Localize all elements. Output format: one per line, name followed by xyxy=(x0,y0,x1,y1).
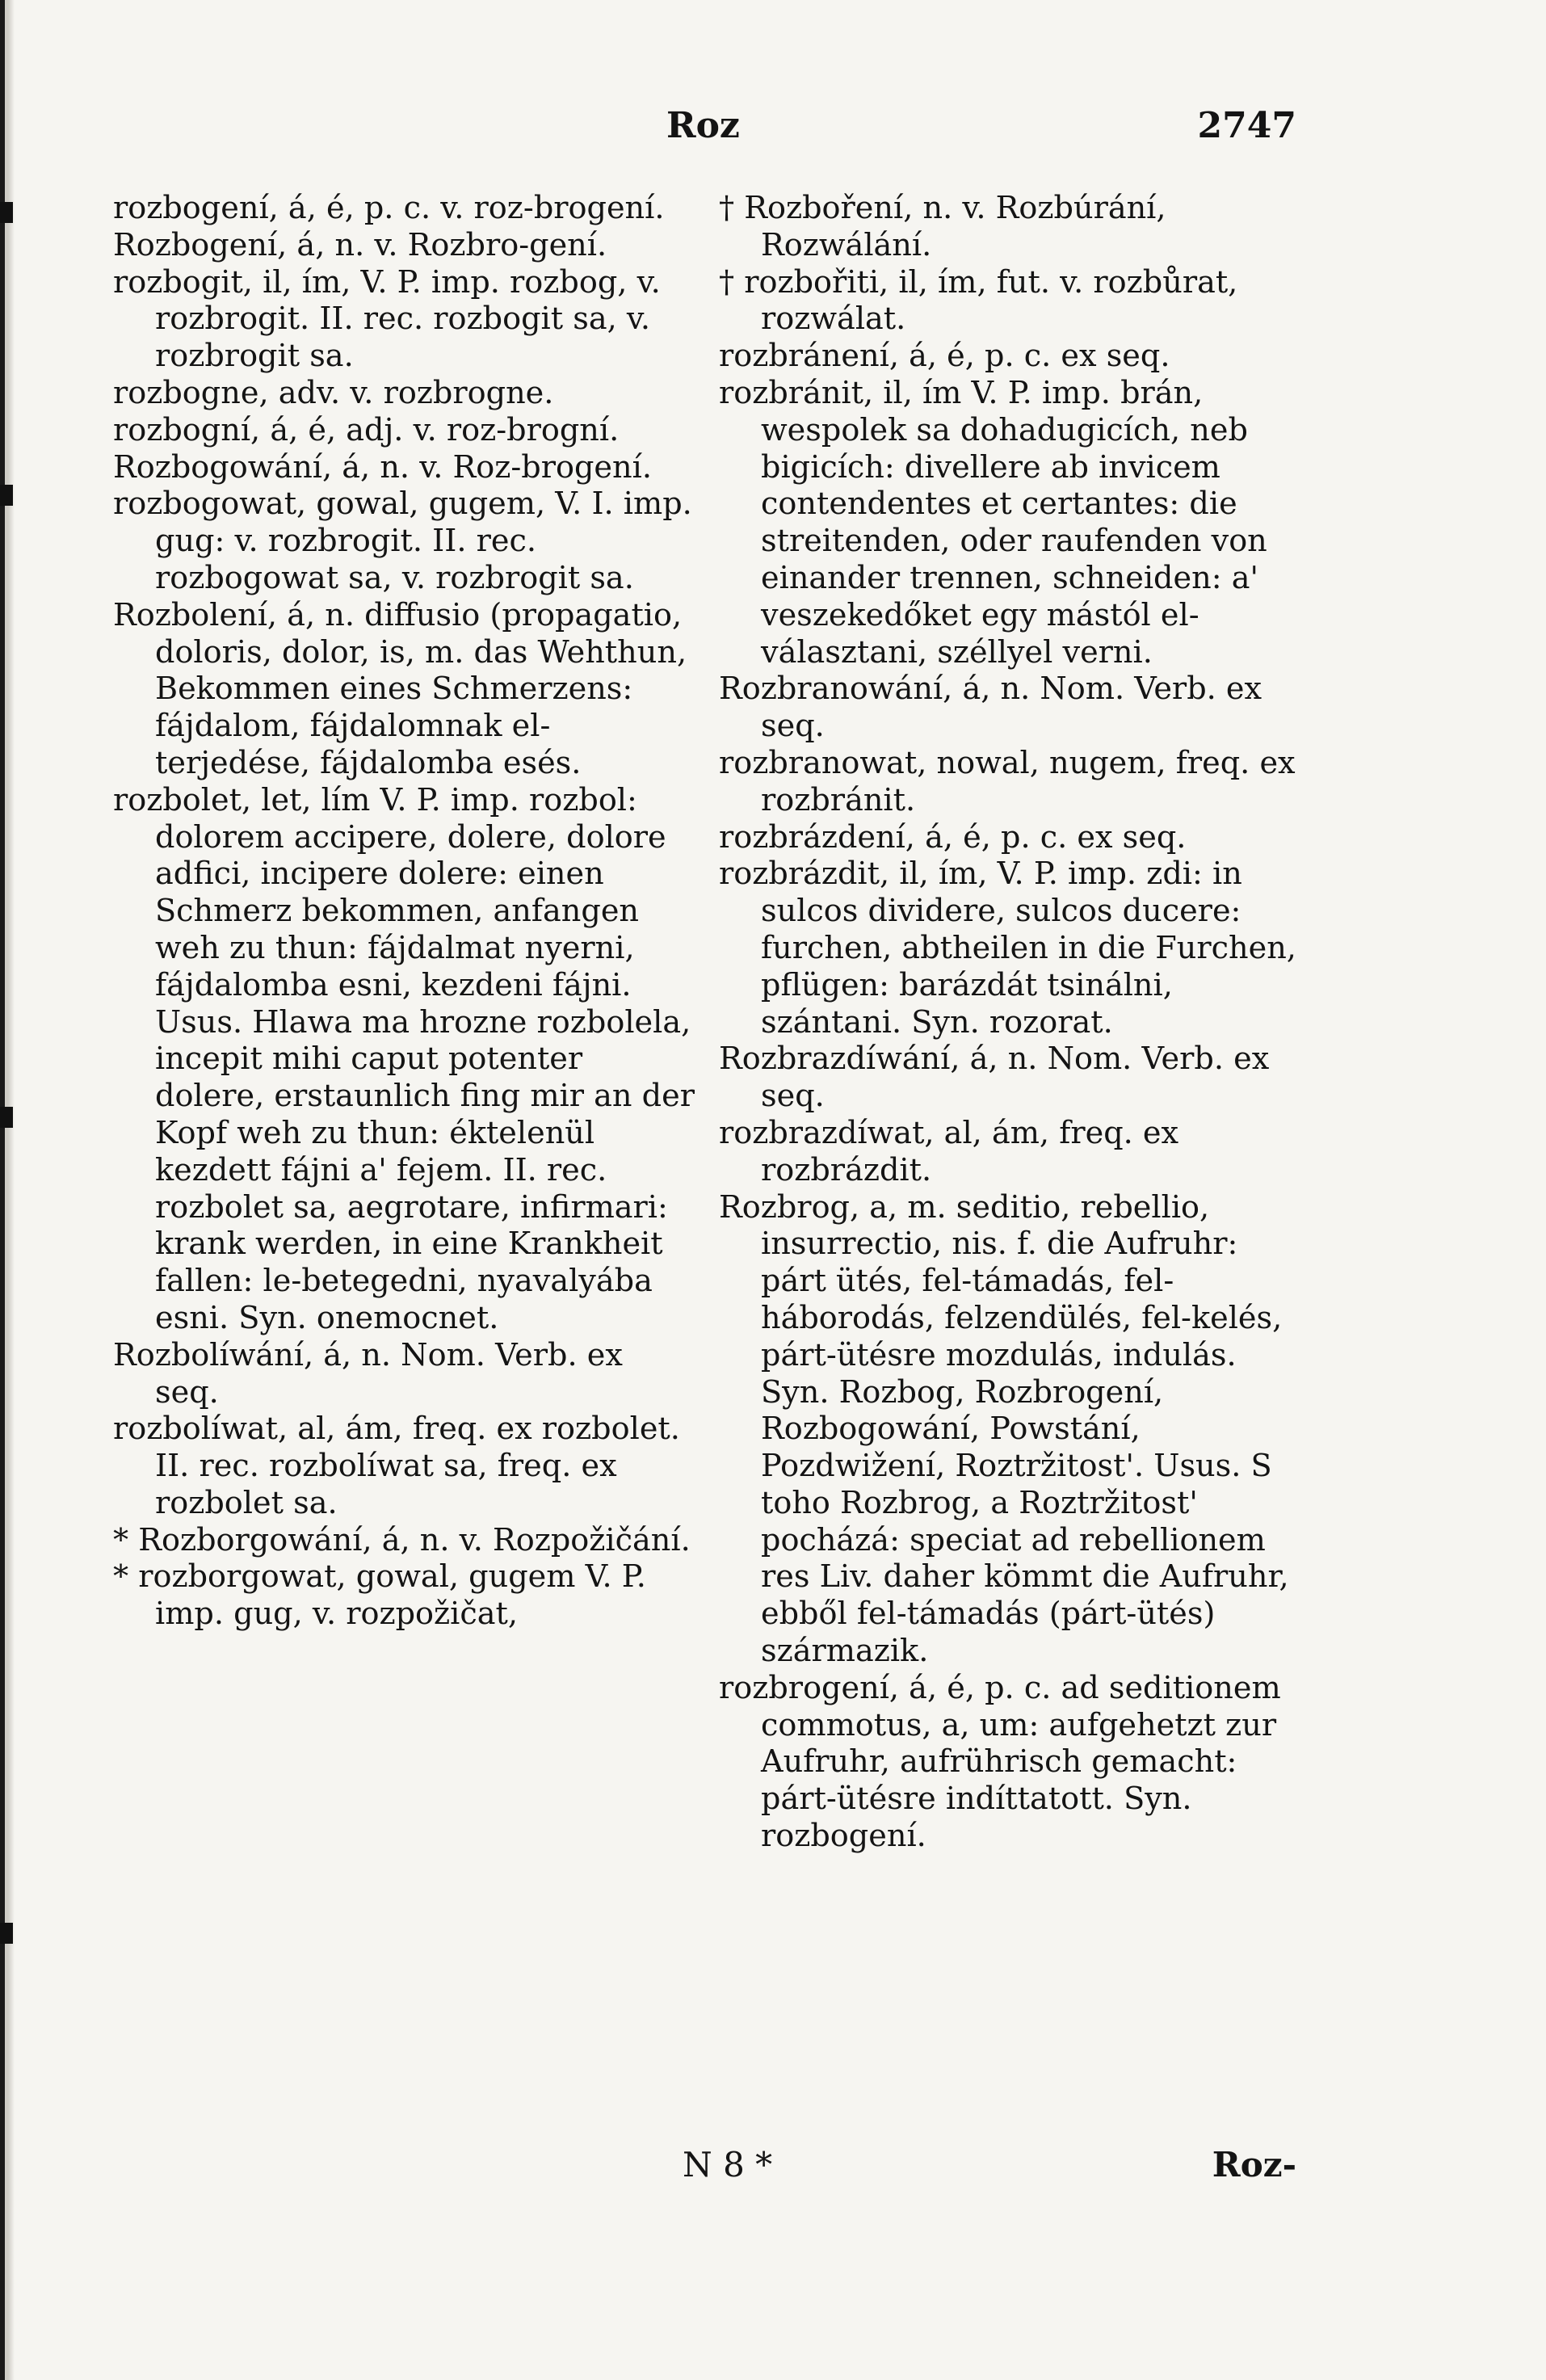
signature-mark: N 8 * xyxy=(683,2145,773,2184)
page-header xyxy=(125,105,1296,153)
dictionary-entry: rozbrázdit, il, ím, V. P. imp. zdi: in sulcos dividere, sulcos ducere: furchen, abtheilen in die Furchen, pflügen: barázdát tsinálni, szántani. Syn. rozorat. xyxy=(719,856,1296,1041)
dictionary-entry: † Rozboření, n. v. Rozbúrání, Rozwálání. xyxy=(719,191,1166,263)
dictionary-entry: * rozborgowat, gowal, gugem V. P. imp. gug, v. rozpožičat, xyxy=(113,1559,646,1633)
dictionary-entry: Rozbogowání, á, n. v. Roz-brogení. xyxy=(113,449,652,486)
catchword: Roz- xyxy=(1212,2145,1296,2184)
left-column xyxy=(113,191,695,1634)
binding-edge xyxy=(0,0,15,2380)
dictionary-entry: Rozbolení, á, n. diffusio (propagatio, doloris, dolor, is, m. das Wehthun, Bekommen eines Schmerzens: fájdalom, fájdalomnak el-terjedése, fájdalomba esés. xyxy=(113,597,687,781)
binding-mark xyxy=(0,1923,13,1944)
binding-mark xyxy=(0,202,13,223)
dictionary-entry: Rozbogení, á, n. v. Rozbro-gení. xyxy=(113,227,607,263)
dictionary-entry: † rozbořiti, il, ím, fut. v. rozbůrat, rozwálat. xyxy=(719,264,1238,338)
running-head-word: Roz xyxy=(666,105,740,146)
dictionary-entry: Rozbrazdíwání, á, n. Nom. Verb. ex seq. xyxy=(719,1041,1270,1115)
binding-mark xyxy=(0,1107,13,1128)
binding-mark xyxy=(0,485,13,506)
dictionary-entry: rozbogení, á, é, p. c. v. roz-brogení. xyxy=(113,191,665,226)
dictionary-entry: rozbránení, á, é, p. c. ex seq. xyxy=(719,338,1170,375)
page-number: 2747 xyxy=(1197,105,1296,146)
dictionary-entry: rozbranowat, nowal, nugem, freq. ex rozbránit. xyxy=(719,745,1296,818)
dictionary-entry: rozbrázdení, á, é, p. c. ex seq. xyxy=(719,819,1187,856)
dictionary-entry: * Rozborgowání, á, n. v. Rozpožičání. xyxy=(113,1522,691,1558)
dictionary-entry: rozbogit, il, ím, V. P. imp. rozbog, v. rozbrogit. II. rec. rozbogit sa, v. rozbrogit sa. xyxy=(113,264,661,375)
dictionary-entry: rozbrazdíwat, al, ám, freq. ex rozbrázdit. xyxy=(719,1115,1179,1188)
dictionary-entry: rozbogní, á, é, adj. v. roz-brogní. xyxy=(113,412,620,448)
dictionary-entry: rozbolet, let, lím V. P. imp. rozbol: dolorem accipere, dolere, dolore adfici, incipere dolere: einen Schmerz bekommen, anfangen weh zu thun: fájdalmat nyerni, fájdalomba esni, kezdeni fájni. Usus. Hlawa ma hrozne rozbolela, incepit mihi caput potenter dolere, erstaunlich fing mir an der Kopf weh zu thun: éktelenül kezdett fájni a' fejem. II. rec. rozbolet sa, aegrotare, infirmari: krank werden, in eine Krankheit fallen: le-betegedni, nyavalyába esni. Syn. onemocnet. xyxy=(113,782,695,1336)
dictionary-entry: Rozbolíwání, á, n. Nom. Verb. ex seq. xyxy=(113,1337,623,1411)
right-column xyxy=(719,191,1300,1856)
dictionary-entry: rozbogne, adv. v. rozbrogne. xyxy=(113,375,554,411)
dictionary-entry: rozbrogení, á, é, p. c. ad seditionem commotus, a, um: aufgehetzt zur Aufruhr, aufrührisch gemacht: párt-ütésre indíttatott. Syn. rozbogení. xyxy=(719,1670,1281,1855)
page-footer xyxy=(125,2145,1296,2193)
dictionary-entry: Rozbrog, a, m. seditio, rebellio, insurrectio, nis. f. die Aufruhr: párt ütés, fel-támadás, fel-háborodás, felzendülés, fel-kelés, párt-ütésre mozdulás, indulás. Syn. Rozbog, Rozbrogení, Rozbogowání, Powstání, Pozdwižení, Roztržitost'. Usus. S toho Rozbrog, a Roztržitost' pocházá: speciat ad rebellionem res Liv. daher kömmt die Aufruhr, ebből fel-támadás (párt-ütés) származik. xyxy=(719,1189,1289,1670)
dictionary-entry: rozbogowat, gowal, gugem, V. I. imp. gug: v. rozbrogit. II. rec. rozbogowat sa, v. rozbrogit sa. xyxy=(113,486,692,596)
dictionary-entry: Rozbranowání, á, n. Nom. Verb. ex seq. xyxy=(719,671,1262,745)
dictionary-entry: rozbránit, il, ím V. P. imp. brán, wespolek sa dohadugicích, neb bigicích: divellere ab invicem contendentes et certantes: die streitenden, oder raufenden von einander trennen, schneiden: a' veszekedőket egy mástól el-választani, széllyel verni. xyxy=(719,375,1267,671)
dictionary-entry: rozbolíwat, al, ám, freq. ex rozbolet. II. rec. rozbolíwat sa, freq. ex rozbolet sa. xyxy=(113,1411,680,1521)
